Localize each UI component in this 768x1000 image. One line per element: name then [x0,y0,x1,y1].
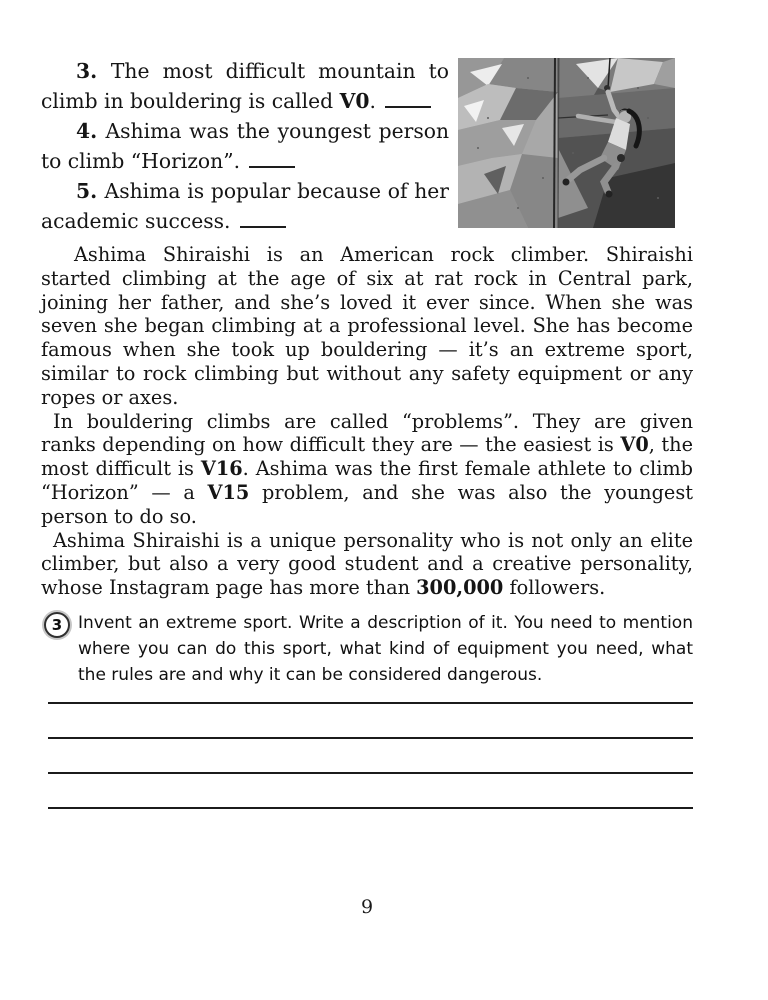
statements-list [41,56,449,236]
statement-item-3: 3. The most difficult mountain to climb in bouldering is called V0. [41,59,449,113]
passage-paragraph-1: Ashima Shiraishi is an American rock climber. Shiraishi started climbing at the age of six at rat rock in Central park, joining her father, and she’s loved it ever since. When she was seven she began climbing at a professional level. She has become famous when she took up bouldering — it’s an extreme sport, similar to rock climbing but without any safety equipment or any ropes or axes. [41,243,693,409]
task-instruction: Invent an extreme sport. Write a description of it. You need to mention where you can do this sport, what kind of equipment you need, what the rules are and why it can be considered dangerous. [78,612,693,685]
top-section [41,56,693,237]
writing-line [48,807,693,842]
task-number-badge: 3 [44,612,70,638]
page-number: 9 [360,896,374,918]
writing-line [48,772,693,807]
climber-photo-graphic [458,58,675,228]
passage-paragraph-2: In bouldering climbs are called “problems”. They are given ranks depending on how difficult they are — the easiest is V0, the most difficult is V16. Ashima was the first female athlete to climb “Horizon” — a V15 problem, and she was also the youngest person to do so. [41,409,693,528]
writing-line [48,702,693,737]
answer-blank [240,224,286,228]
statement-item-5: 5. Ashima is popular because of her academic success. [41,179,450,233]
writing-lines [48,702,693,842]
writing-line [48,737,693,772]
statement-item-4: 4. Ashima was the youngest person to climb “Horizon”. [41,119,450,173]
climber-photo [458,58,675,228]
task-3 [41,610,693,688]
passage [41,243,693,600]
answer-blank [249,164,295,168]
answer-blank [385,104,431,108]
passage-paragraph-3: Ashima Shiraishi is a unique personality who is not only an elite climber, but also a very good student and a creative personality, whose Instagram page has more than 300,000 followers. [41,528,693,600]
